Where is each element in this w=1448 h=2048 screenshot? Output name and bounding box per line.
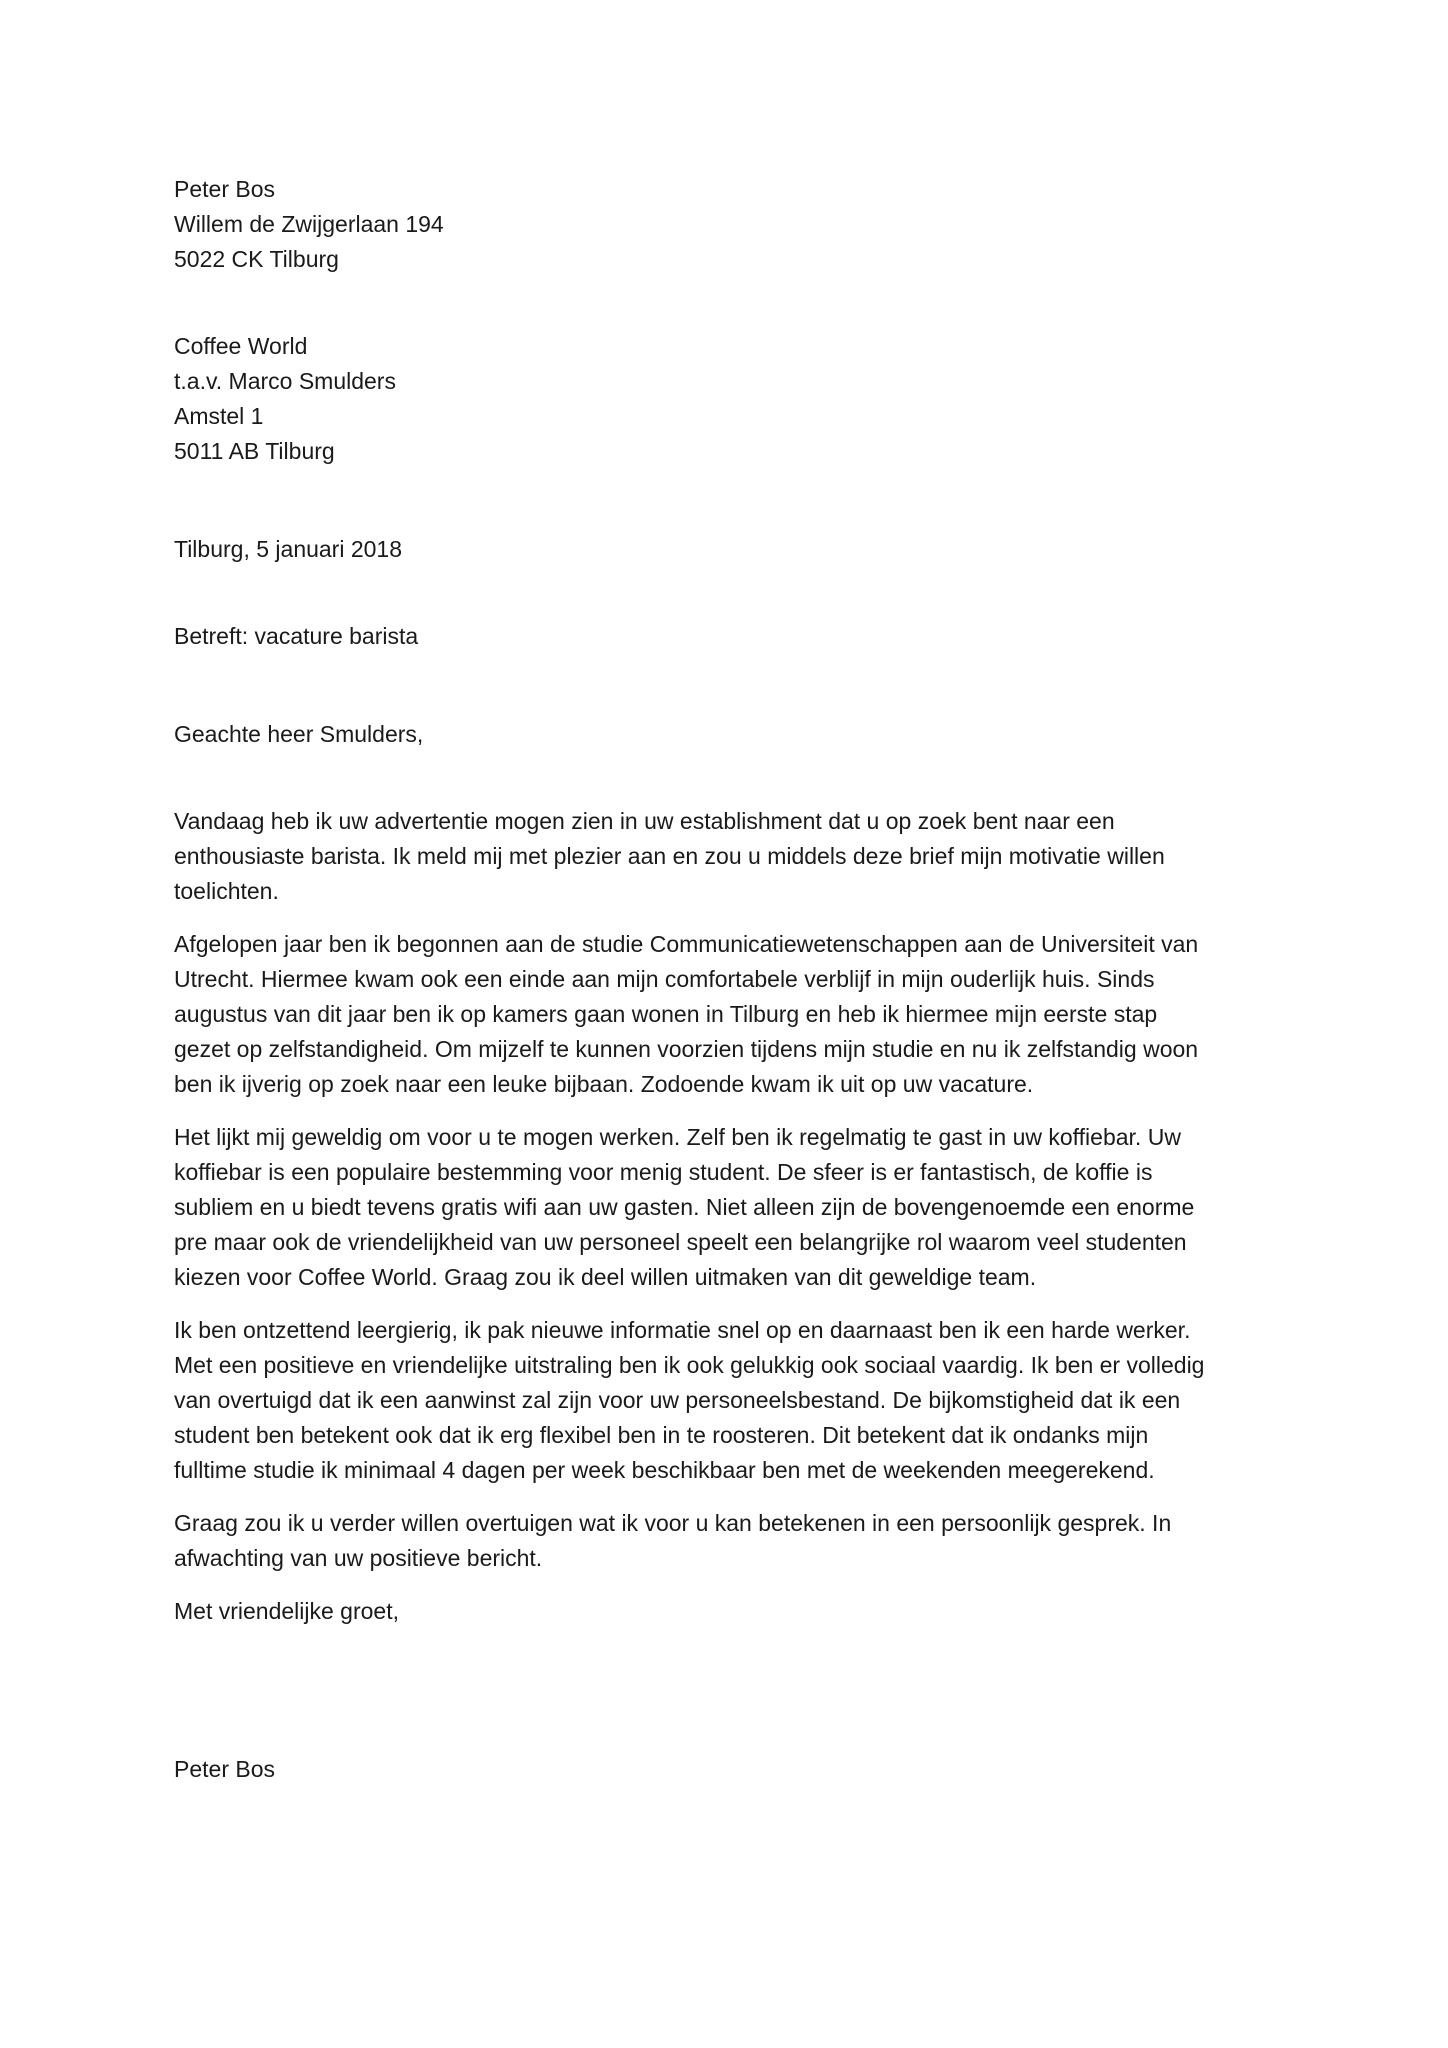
letter-closing	[174, 1594, 1294, 1629]
paragraph-line: enthousiaste barista. Ik meld mij met plezier aan en zou u middels deze brief mijn motivatie willen	[174, 843, 1165, 869]
subject-text: Betreft: vacature barista	[174, 623, 419, 649]
paragraph-line: Ik ben ontzettend leergierig, ik pak nieuwe informatie snel op en daarnaast ben ik een harde werker.	[174, 1317, 1191, 1343]
paragraph-line: Utrecht. Hiermee kwam ook een einde aan mijn comfortabele verblijf in mijn ouderlijk huis. Sinds	[174, 966, 1155, 992]
paragraph-line: pre maar ook de vriendelijkheid van uw personeel speelt een belangrijke rol waarom veel studenten	[174, 1229, 1187, 1255]
paragraph-line: afwachting van uw positieve bericht.	[174, 1545, 543, 1571]
body-paragraph	[174, 1313, 1294, 1488]
recipient-street: Amstel 1	[174, 403, 264, 429]
recipient-address	[174, 329, 1294, 469]
date-text: Tilburg, 5 januari 2018	[174, 536, 403, 562]
body-paragraph	[174, 804, 1294, 909]
paragraph-line: Graag zou ik u verder willen overtuigen wat ik voor u kan betekenen in een persoonlijk gesprek. In	[174, 1510, 1172, 1536]
sender-street: Willem de Zwijgerlaan 194	[174, 211, 444, 237]
letter-signature	[174, 1752, 1294, 1787]
sender-city: 5022 CK Tilburg	[174, 246, 339, 272]
recipient-attention: t.a.v. Marco Smulders	[174, 368, 396, 394]
closing-text: Met vriendelijke groet,	[174, 1598, 399, 1624]
paragraph-line: van overtuigd dat ik een aanwinst zal zijn voor uw personeelsbestand. De bijkomstigheid dat ik een	[174, 1387, 1181, 1413]
signature-name: Peter Bos	[174, 1756, 275, 1782]
sender-address	[174, 172, 1294, 277]
paragraph-line: Het lijkt mij geweldig om voor u te mogen werken. Zelf ben ik regelmatig te gast in uw koffiebar. Uw	[174, 1124, 1181, 1150]
paragraph-line: augustus van dit jaar ben ik op kamers gaan wonen in Tilburg en heb ik hiermee mijn eerste stap	[174, 1001, 1158, 1027]
paragraph-line: fulltime studie ik minimaal 4 dagen per week beschikbaar ben met de weekenden meegerekend.	[174, 1457, 1155, 1483]
paragraph-line: Met een positieve en vriendelijke uitstraling ben ik ook gelukkig ook sociaal vaardig. Ik ben er volledig	[174, 1352, 1205, 1378]
body-paragraph	[174, 927, 1294, 1102]
sender-name: Peter Bos	[174, 176, 275, 202]
salutation-text: Geachte heer Smulders,	[174, 721, 424, 747]
paragraph-line: Vandaag heb ik uw advertentie mogen zien in uw establishment dat u op zoek bent naar een	[174, 808, 1115, 834]
recipient-city: 5011 AB Tilburg	[174, 438, 335, 464]
paragraph-line: toelichten.	[174, 878, 279, 904]
paragraph-line: student ben betekent ook dat ik erg flexibel ben in te roosteren. Dit betekent dat ik ondanks mijn	[174, 1422, 1149, 1448]
body-paragraph	[174, 1506, 1294, 1576]
letter	[174, 172, 1294, 1787]
paragraph-line: subliem en u biedt tevens gratis wifi aan uw gasten. Niet alleen zijn de bovengenoemde een enorme	[174, 1194, 1195, 1220]
recipient-company: Coffee World	[174, 333, 308, 359]
paragraph-line: koffiebar is een populaire bestemming voor menig student. De sfeer is er fantastisch, de koffie is	[174, 1159, 1153, 1185]
letter-subject	[174, 619, 1294, 654]
paragraph-line: gezet op zelfstandigheid. Om mijzelf te kunnen voorzien tijdens mijn studie en nu ik zelfstandig woon	[174, 1036, 1199, 1062]
paragraph-line: ben ik ijverig op zoek naar een leuke bijbaan. Zodoende kwam ik uit op uw vacature.	[174, 1071, 1034, 1097]
letter-salutation	[174, 717, 1294, 752]
paragraph-line: Afgelopen jaar ben ik begonnen aan de studie Communicatiewetenschappen aan de Universiteit van	[174, 931, 1199, 957]
paragraph-line: kiezen voor Coffee World. Graag zou ik deel willen uitmaken van dit geweldige team.	[174, 1264, 1037, 1290]
letter-date	[174, 532, 1294, 567]
body-paragraph	[174, 1120, 1294, 1295]
